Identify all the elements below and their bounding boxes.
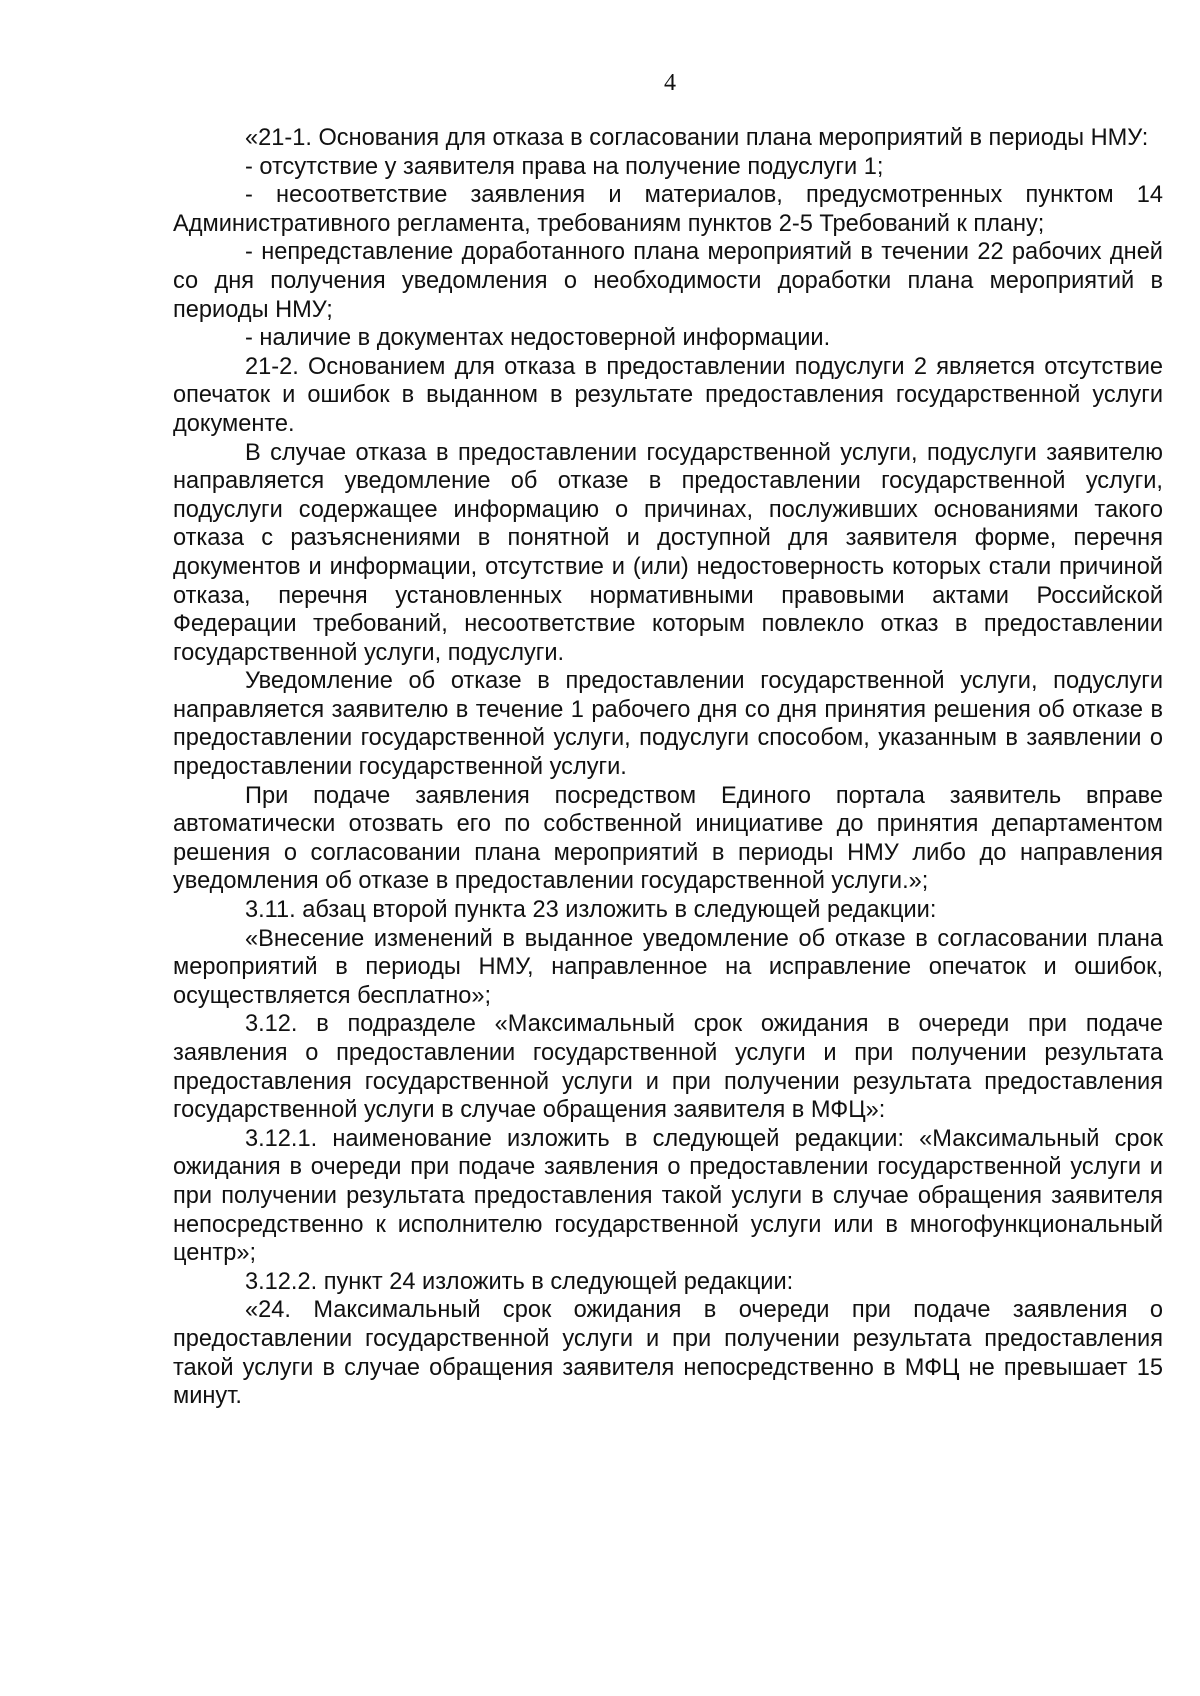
page-number: 4 (664, 70, 676, 96)
document-body (173, 124, 1163, 1411)
paragraph-3-11-text: «Внесение изменений в выданное уведомление об отказе в согласовании плана мероприятий в периоды НМУ, направленное на исправление опечаток и ошибок, осуществляется бесплатно»; (173, 925, 1163, 1009)
paragraph-no-revised-plan: - непредставление доработанного плана мероприятий в течении 22 рабочих дней со дня получения уведомления о необходимости доработки плана мероприятий в периоды НМУ; (173, 239, 1163, 323)
paragraph-3-12-2: 3.12.2. пункт 24 изложить в следующей редакции: (245, 1268, 794, 1295)
paragraph-24: «24. Максимальный срок ожидания в очереди при подаче заявления о предоставлении государственной услуги и при получении результата предоставления такой услуги в случае обращения заявителя непосредственно в МФЦ не превышает 15 минут. (173, 1297, 1163, 1410)
paragraph-3-11: 3.11. абзац второй пункта 23 изложить в следующей редакции: (245, 897, 937, 924)
paragraph-notice-timing: Уведомление об отказе в предоставлении государственной услуги, подуслуги направляется заявителю в течение 1 рабочего дня со дня принятия решения об отказе в предоставлении государственной услуги, подуслуги способом, указанным в заявлении о предоставлении государственной услуги. (173, 668, 1163, 781)
paragraph-portal-withdrawal: При подаче заявления посредством Единого портала заявитель вправе автоматически отозвать его по собственной инициативе до принятия департаментом решения о согласовании плана мероприятий в периоды НМУ либо до направления уведомления об отказе в предоставлении государственной услуги.»; (173, 782, 1163, 895)
paragraph-refusal-notice: В случае отказа в предоставлении государственной услуги, подуслуги заявителю направляется уведомление об отказе в предоставлении государственной услуги, подуслуги содержащее информацию о причинах, послуживших основаниями такого отказа с разъяснениями в понятной и доступной для заявителя форме, перечня документов и информации, отсутствие и (или) недостоверность которых стали причиной отказа, перечня установленных нормативными правовыми актами Российской Федерации требований, несоответствие которым повлекло отказ в предоставлении государственной услуги, подуслуги. (173, 439, 1163, 666)
paragraph-21-1-heading: «21-1. Основания для отказа в согласовании плана мероприятий в периоды НМУ: (245, 125, 1149, 151)
paragraph-21-2: 21-2. Основанием для отказа в предоставлении подуслуги 2 является отсутствие опечаток и ошибок в выданном в результате предоставления государственной услуги документе. (173, 353, 1163, 437)
paragraph-no-right: - отсутствие у заявителя права на получение подуслуги 1; (245, 153, 884, 180)
paragraph-3-12-1: 3.12.1. наименование изложить в следующей редакции: «Максимальный срок ожидания в очереди при подаче заявления о предоставлении государственной услуги и при получении результата предоставления такой услуги в случае обращения заявителя непосредственно к исполнителю государственной услуги или в многофункциональный центр»; (173, 1125, 1163, 1267)
paragraph-false-info: - наличие в документах недостоверной информации. (245, 325, 831, 352)
paragraph-mismatch: - несоответствие заявления и материалов, предусмотренных пунктом 14 Административного регламента, требованиям пунктов 2-5 Требований к плану; (173, 182, 1163, 237)
paragraph-3-12: 3.12. в подразделе «Максимальный срок ожидания в очереди при подаче заявления о предоставлении государственной услуги и при получении результата предоставления государственной услуги и при получении результата предоставления государственной услуги в случае обращения заявителя в МФЦ»: (173, 1011, 1163, 1124)
